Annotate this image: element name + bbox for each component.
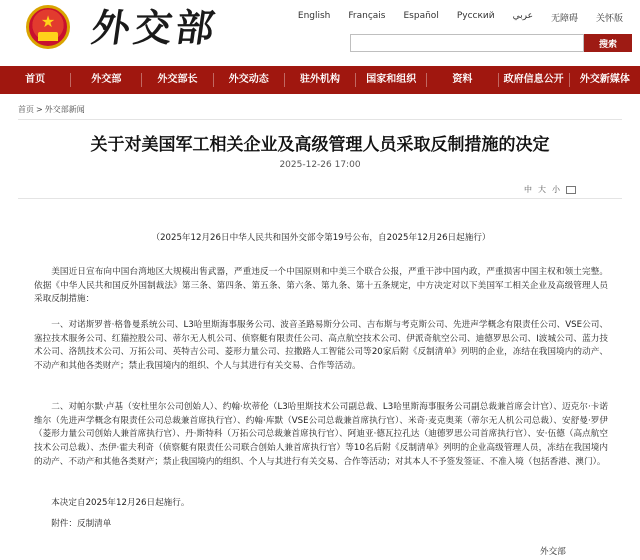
article-paragraph: 美国近日宣布向中国台湾地区大规模出售武器，严重违反一个中国原则和中美三个联合公报，严重干涉中国内政，严重损害中国主权和领土完整。依据《中华人民共和国反外国制裁法》第三条、第四条、第五条、第六条、第九条、第十五条规定，中方决定对以下美国军工相关企业及高级管理人员采取反制措施： (34, 267, 608, 305)
language-switcher (289, 11, 632, 24)
font-size-large[interactable]: 大 (538, 185, 546, 194)
search-button[interactable]: 搜索 (584, 34, 632, 52)
elder-care-mode-link[interactable]: 关怀版 (595, 14, 623, 24)
font-size-medium[interactable]: 中 (524, 185, 532, 194)
font-size-small[interactable]: 小 (552, 185, 560, 194)
lang-link-english[interactable]: English (297, 11, 331, 21)
article-paragraph: 二、对帕尔默·卢基（安杜里尔公司创始人）、约翰·坎蒂伦（L3哈里斯技术公司副总裁、L3哈里斯海事服务公司副总裁兼首席会计官）、迈克尔·卡诺维尔（先进声学概念有限责任公司总裁兼首席执行官）、约翰·库默（VSE公司总裁兼首席执行官）、米奇·麦克奥莱（蒂尔无人机公司总裁）、安舒曼·罗伊（菱形力量公司创始人兼首席执行官）、丹·斯特科（万拓公司总裁兼首席执行官）、阿迪亚·德瓦拉孔达（迪德罗思公司首席执行官）、安·伍德（高点航空技术公司总裁）、杰伊·霍夫利奇（侦察艇有限责任公司联合创始人兼首席执行官）等10名后附《反制清单》列明的企业高级管理人员，冻结在我国境内的动产、不动产和其他各类财产；禁止我国境内的组织、个人与其进行有关交易、合作等活动；对其本人不予签发签证、不准入境（包括香港、澳门）。 (34, 402, 608, 467)
breadcrumb (18, 104, 85, 115)
breadcrumb-news[interactable]: 外交部新闻 (44, 105, 85, 114)
lang-link-spanish[interactable]: Español (403, 11, 439, 21)
nav-item-diplomatic-news[interactable]: 外交动态 (214, 73, 285, 87)
attachment-link[interactable]: 附件：反制清单 (51, 519, 112, 529)
search-input[interactable] (350, 34, 584, 52)
nav-item-new-media[interactable]: 外交新媒体 (579, 74, 630, 85)
print-icon[interactable] (566, 186, 576, 194)
site-header (0, 0, 640, 66)
article-title: 关于对美国军工相关企业及高级管理人员采取反制措施的决定 (90, 135, 550, 155)
lang-link-russian[interactable]: Русский (456, 11, 495, 21)
nav-item-ministry[interactable]: 外交部 (71, 73, 142, 87)
lang-link-french[interactable]: Français (348, 11, 386, 21)
nav-item-home[interactable]: 首页 (0, 73, 71, 87)
accessibility-link[interactable]: 无障碍 (550, 14, 578, 24)
nav-item-resources[interactable]: 资料 (427, 73, 498, 87)
nav-item-missions-abroad[interactable]: 驻外机构 (285, 73, 356, 87)
article-signature: 外交部 (540, 547, 566, 557)
article-date: 2025-12-26 17:00 (279, 160, 361, 170)
lang-link-arabic[interactable]: عربي (512, 11, 533, 21)
divider (18, 119, 622, 120)
article-paragraph: 一、对诺斯罗普·格鲁曼系统公司、L3哈里斯海事服务公司、波音圣路易斯分公司、吉布斯与考克斯公司、先进声学概念有限责任公司、VSE公司、塞拉技术服务公司、红猫控股公司、蒂尔无人机公司、侦察艇有限责任公司、高点航空技术公司、伊派奇航空公司、迪德罗思公司、I波城公司、蓝力技术公司、洛凯技术公司、万拓公司、英特吉公司、菱形力量公司、拉撒路人工智能公司等20家后附《反制清单》列明的企业，冻结在我国境内的动产、不动产和其他各类财产；禁止我国境内的组织、个人与其进行有关交易、合作等活动。 (34, 320, 608, 372)
article-subtitle: （2025年12月26日中华人民共和国外交部令第19号公布，自2025年12月26日起施行） (151, 233, 491, 243)
nav-item-gov-info[interactable]: 政府信息公开 (499, 73, 570, 87)
font-size-controls (524, 184, 576, 195)
breadcrumb-home[interactable]: 首页 (18, 105, 34, 114)
site-logo-calligraphy[interactable]: 外交部 (88, 5, 222, 50)
nav-item-minister[interactable]: 外交部长 (142, 73, 213, 87)
breadcrumb-separator: > (36, 105, 43, 114)
national-emblem-icon[interactable]: ★ (26, 5, 70, 49)
divider (18, 198, 622, 199)
article-paragraph: 本决定自2025年12月26日起施行。 (51, 498, 190, 508)
nav-item-countries-orgs[interactable]: 国家和组织 (356, 73, 427, 87)
main-nav (0, 66, 640, 94)
search-bar (350, 34, 632, 52)
